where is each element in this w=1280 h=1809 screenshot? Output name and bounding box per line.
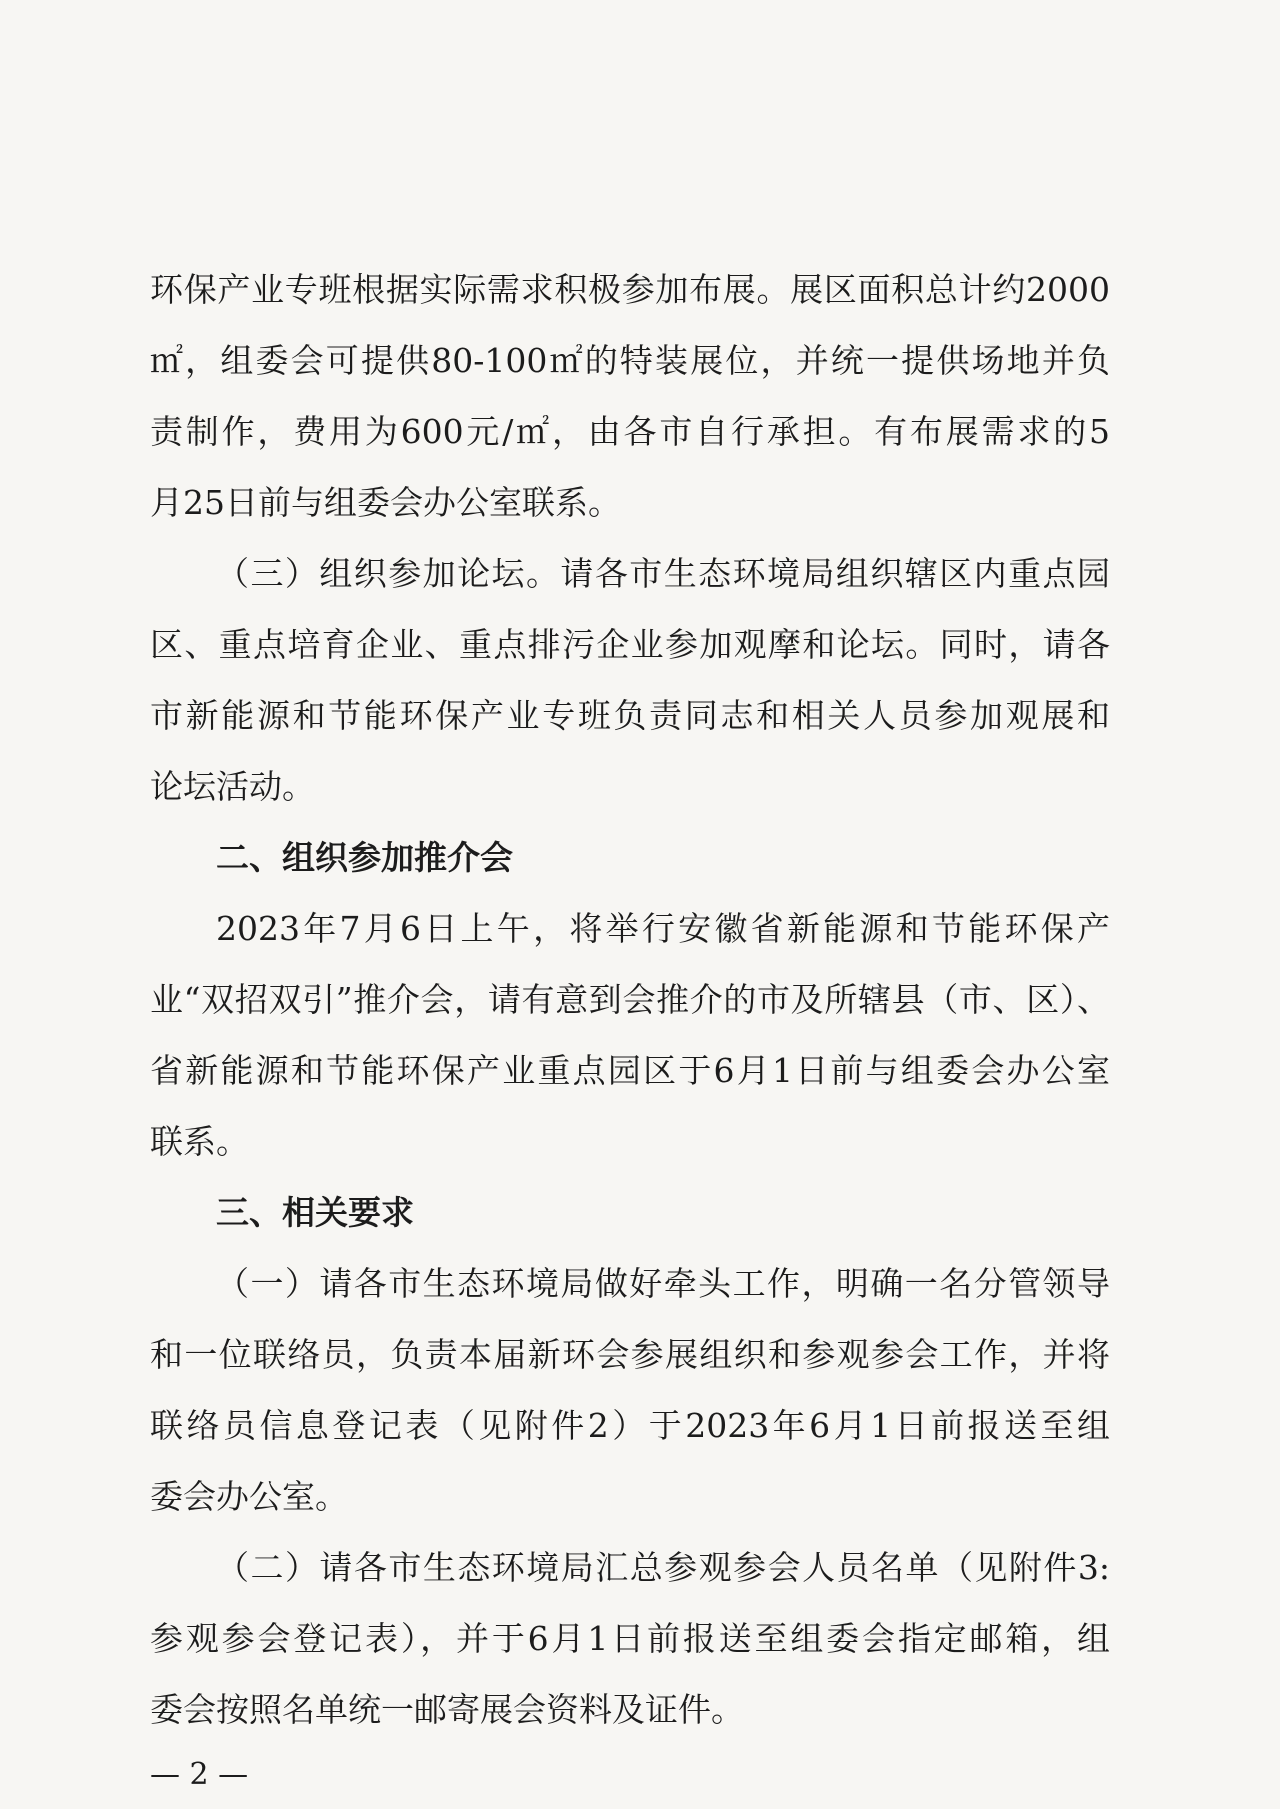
body-line: 参观参会登记表），并于6月1日前报送至组委会指定邮箱，组 xyxy=(150,1619,1110,1658)
body-line: 业“双招双引”推介会，请有意到会推介的市及所辖县（市、区）、 xyxy=(150,980,1110,1019)
body-line: 省新能源和节能环保产业重点园区于6月1日前与组委会办公室 xyxy=(150,1051,1110,1090)
section-heading: 三、相关要求 xyxy=(216,1193,414,1232)
body-line: （二）请各市生态环境局汇总参观参会人员名单（见附件3: xyxy=(216,1548,1110,1587)
body-line: 区、重点培育企业、重点排污企业参加观摩和论坛。同时，请各 xyxy=(150,625,1110,664)
body-line: 联系。 xyxy=(150,1122,249,1161)
body-line: 2023年7月6日上午，将举行安徽省新能源和节能环保产 xyxy=(216,909,1110,948)
body-line: 论坛活动。 xyxy=(150,767,315,806)
page-number: — 2 — xyxy=(150,1757,249,1792)
body-line: 责制作，费用为600元/㎡，由各市自行承担。有布展需求的5 xyxy=(150,412,1110,451)
body-line: ㎡，组委会可提供80-100㎡的特装展位，并统一提供场地并负 xyxy=(150,341,1110,380)
body-line: 联络员信息登记表（见附件2）于2023年6月1日前报送至组 xyxy=(150,1406,1110,1445)
body-line: （一）请各市生态环境局做好牵头工作，明确一名分管领导 xyxy=(216,1264,1110,1303)
body-line: 环保产业专班根据实际需求积极参加布展。展区面积总计约2000 xyxy=(150,270,1110,309)
body-line: （三）组织参加论坛。请各市生态环境局组织辖区内重点园 xyxy=(216,554,1110,593)
body-line: 委会办公室。 xyxy=(150,1477,348,1516)
body-line: 委会按照名单统一邮寄展会资料及证件。 xyxy=(150,1690,744,1729)
body-line: 市新能源和节能环保产业专班负责同志和相关人员参加观展和 xyxy=(150,696,1110,735)
body-line: 和一位联络员，负责本届新环会参展组织和参观参会工作，并将 xyxy=(150,1335,1110,1374)
body-line: 月25日前与组委会办公室联系。 xyxy=(150,483,621,522)
section-heading: 二、组织参加推介会 xyxy=(216,838,513,877)
